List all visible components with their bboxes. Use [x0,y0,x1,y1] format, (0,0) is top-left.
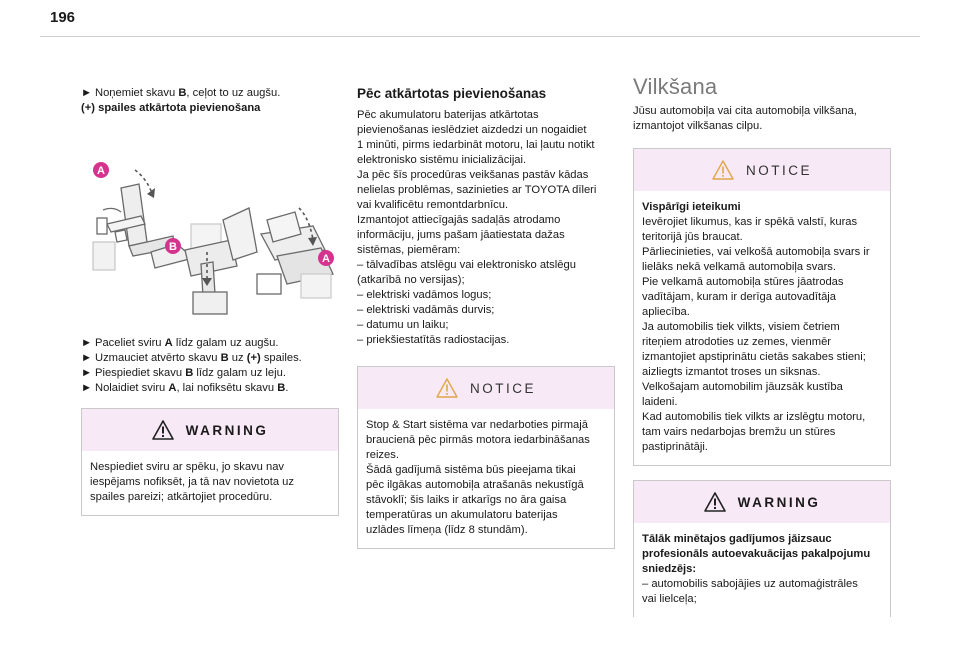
notice-line: braucienā pēc pirmās motora iedarbināšanas [366,434,590,446]
instruction-line: ► Noņemiet skavu B, ceļot to uz augšu. [81,87,281,99]
page-section-title: Vilkšana [633,74,718,99]
text-line: Ja pēc šīs procedūras veikšanas pastāv kādas [357,169,589,181]
notice-heading: Vispārīgi ieteikumi [642,201,741,213]
column-towing [633,74,891,617]
notice-title: NOTICE [469,380,536,396]
text-line: nelielas problēmas, sazinieties ar TOYOTA dīleri [357,184,597,196]
notice-title: NOTICE [745,162,812,178]
instruction-step: ► Uzmauciet atvērto skavu B uz (+) spailes. [81,352,302,364]
warning-line: vai lielceļa; [642,593,697,605]
warning-line: iespējams nofiksēt, ja tā nav novietota uz [90,476,294,488]
warning-header [82,409,338,451]
column-battery-reconnect [81,86,339,516]
notice-header [634,149,890,191]
column-after-reconnect [357,86,615,549]
notice-line: Ja automobilis tiek vilkts, visiem četriem [642,321,840,333]
warning-line: – automobilis sabojājies uz automaģistrāles [642,578,858,590]
text-line: Pēc akumulatoru baterijas atkārtotas [357,109,539,121]
warning-heading-line: sniedzējs: [642,563,697,575]
page-number: 196 [50,9,76,26]
warning-line: spailes pareizi; atkārtojiet procedūru. [90,491,273,503]
notice-line: reizes. [366,449,399,461]
step-arrow-icon: ► [81,367,93,379]
instruction-step: ► Nolaidiet sviru A, lai nofiksētu skavu B. [81,382,289,394]
svg-text:B: B [169,241,177,253]
svg-text:A: A [322,253,330,265]
notice-line: lielāks nekā velkamā automobiļa svars. [642,261,837,273]
text-line: izmantojot vilkšanas cilpu. [633,120,763,132]
notice-line: izmantojiet apstiprinātu cietās sakabes stieni; [642,351,866,363]
notice-line: temperatūras un akumulatoru baterijas [366,509,558,521]
badge-b [165,238,181,254]
notice-line: Velkošajam automobilim jāuzsāk kustība [642,381,843,393]
intro-steps [81,86,339,116]
notice-line: stāvoklī; šis laiks ir atkarīgs no āra gaisa [366,494,567,506]
warning-triangle-icon [704,492,726,512]
warning-box-towing [633,480,891,617]
instruction-step: ► Paceliet sviru A līdz galam uz augšu. [81,337,279,349]
notice-line: pēc ilgākas automobiļa atrašanās nekustīgā [366,479,584,491]
notice-text [634,191,890,465]
notice-line: Šādā gadījumā sistēma būs pieejama tikai [366,464,576,476]
notice-line: Stop & Start sistēma var nedarboties pirmajā [366,419,588,431]
warning-box-clamp [81,408,339,516]
notice-line: riteņiem atrodoties uz zemes, vienmēr [642,336,832,348]
top-rule [40,36,920,37]
reconnect-steps [81,336,339,396]
text-line: – tālvadības atslēgu vai elektronisko atslēgu [357,259,576,271]
notice-line: tam vairs nedarbojas bremžu un stūres [642,426,836,438]
notice-line: apliecība. [642,306,690,318]
notice-triangle-icon [712,160,734,180]
step-arrow-icon: ► [81,87,93,99]
notice-line: pastiprinātāji. [642,441,708,453]
notice-header [358,367,614,409]
notice-text [358,409,614,548]
badge-a-right [318,250,334,266]
text-line: – elektriski vadāmās durvis; [357,304,495,316]
after-reconnect-text [357,108,615,348]
notice-line: Kad automobilis tiek vilkts ar izslēgtu motoru, [642,411,866,423]
text-line: elektronisko sistēmu inicializācijai. [357,154,527,166]
warning-title: WARNING [185,422,269,438]
warning-header [634,481,890,523]
text-line: Jūsu automobiļa vai cita automobiļa vilkšana, [633,105,857,117]
text-line: informāciju, jums pašam jāatiestata dažas [357,229,565,241]
warning-title: WARNING [737,494,821,510]
warning-heading-line: Tālāk minētajos gadījumos jāizsauc [642,533,832,545]
text-line: – priekšiestatītās radiostacijas. [357,334,510,346]
instruction-step: ► Piespiediet skavu B līdz galam uz leju. [81,367,286,379]
text-line: pievienošanas ieslēdziet aizdedzi un nogaidiet [357,124,587,136]
notice-box-stop-start [357,366,615,549]
warning-triangle-icon [152,420,174,440]
text-line: Izmantojot attiecīgajās sadaļās atrodamo [357,214,561,226]
notice-box-towing [633,148,891,466]
warning-text [82,451,338,515]
clamp-illustration [81,124,339,330]
towing-intro [633,104,891,134]
notice-line: aizliegts izmantot troses un siksnas. [642,366,821,378]
notice-line: Ievērojiet likumus, kas ir spēkā valstī, kuras [642,216,858,228]
text-line: (atkarībā no versijas); [357,274,465,286]
notice-line: teritorijā jūs braucat. [642,231,743,243]
notice-line: Pārliecinieties, vai velkošā automobiļa svars ir [642,246,870,258]
warning-heading-line: profesionāls autoevakuācijas pakalpojumu [642,548,871,560]
svg-text:A: A [97,165,105,177]
text-line: – elektriski vadāmos logus; [357,289,492,301]
warning-line: Nespiediet sviru ar spēku, jo skavu nav [90,461,285,473]
step-arrow-icon: ► [81,352,93,364]
battery-clamp-drawing [81,124,339,330]
warning-text [634,523,890,617]
text-line: – datumu un laiku; [357,319,449,331]
notice-triangle-icon [436,378,458,398]
step-arrow-icon: ► [81,382,93,394]
step-arrow-icon: ► [81,337,93,349]
section-heading: Pēc atkārtotas pievienošanas [357,86,547,101]
text-line: vai kvalificētu remontdarbnīcu. [357,199,509,211]
notice-line: laideni. [642,396,678,408]
notice-line: uzlādes līmeņa (līdz 8 stundām). [366,524,528,536]
notice-line: vadītājam, kuram ir derīga autovadītāja [642,291,837,303]
notice-line: Pie velkamā automobiļa stūres jāatrodas [642,276,844,288]
text-line: sistēmas, piemēram: [357,244,461,256]
instruction-line: (+) spailes atkārtota pievienošana [81,102,261,114]
text-line: 1 minūti, pirms iedarbināt motoru, lai ļautu notikt [357,139,595,151]
badge-a-top [93,162,109,178]
